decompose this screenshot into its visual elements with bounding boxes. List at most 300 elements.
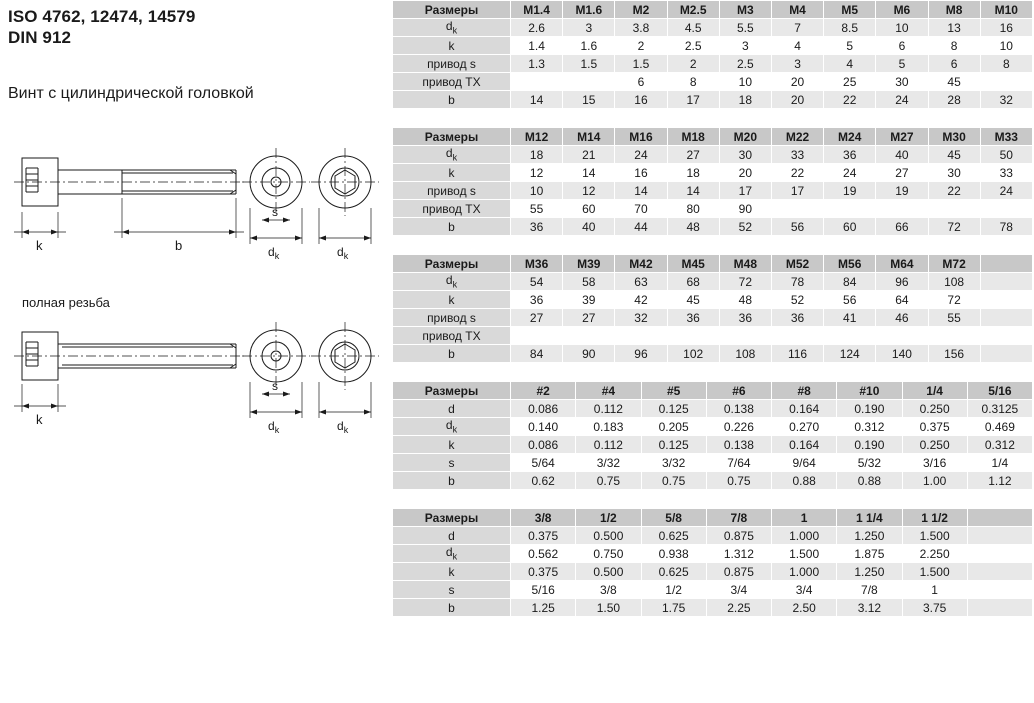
table-cell xyxy=(719,327,771,345)
table-cell: 3.8 xyxy=(615,19,667,37)
table-row xyxy=(393,599,1033,617)
table-header-size: M30 xyxy=(928,128,980,146)
table-cell: 60 xyxy=(824,218,876,236)
table-cell: 3.12 xyxy=(837,599,902,617)
table-cell: 84 xyxy=(824,273,876,291)
table-cell: 0.500 xyxy=(576,527,641,545)
table-cell: 4 xyxy=(824,55,876,73)
table-cell: 0.875 xyxy=(706,527,771,545)
table-cell: 3 xyxy=(563,19,615,37)
table-cell: 6 xyxy=(928,55,980,73)
row-label: k xyxy=(393,164,511,182)
table-cell: 44 xyxy=(615,218,667,236)
table-cell: 5/32 xyxy=(837,454,902,472)
row-label: b xyxy=(393,91,511,109)
table-header-size: 3/8 xyxy=(511,509,576,527)
row-label: k xyxy=(393,291,511,309)
table-cell: 0.469 xyxy=(967,418,1032,436)
table-cell: 12 xyxy=(511,164,563,182)
table-row xyxy=(393,182,1033,200)
table-cell: 4.5 xyxy=(667,19,719,37)
table-header-size: M36 xyxy=(511,255,563,273)
table-cell: 1.3 xyxy=(511,55,563,73)
row-label: k xyxy=(393,37,511,55)
table-cell: 0.112 xyxy=(576,400,641,418)
table-cell xyxy=(667,327,719,345)
table-cell: 7/8 xyxy=(837,581,902,599)
table-cell: 2.6 xyxy=(511,19,563,37)
table-header-size: M64 xyxy=(876,255,928,273)
table-header-size: #5 xyxy=(641,382,706,400)
table-cell xyxy=(511,73,563,91)
table-row xyxy=(393,291,1033,309)
table-cell: 20 xyxy=(771,73,823,91)
table-row xyxy=(393,400,1033,418)
table-cell: 22 xyxy=(928,182,980,200)
table-cell: 8.5 xyxy=(824,19,876,37)
table-cell: 0.75 xyxy=(576,472,641,490)
table-header-size: M56 xyxy=(824,255,876,273)
table-cell: 0.562 xyxy=(511,545,576,563)
table-header-size: M24 xyxy=(824,128,876,146)
table-header-size: M18 xyxy=(667,128,719,146)
table-cell: 3/32 xyxy=(641,454,706,472)
table-cell xyxy=(876,200,928,218)
table-cell: 14 xyxy=(511,91,563,109)
table-cell: 102 xyxy=(667,345,719,363)
table-cell: 0.625 xyxy=(641,563,706,581)
table-cell: 0.086 xyxy=(511,400,576,418)
table-cell: 52 xyxy=(719,218,771,236)
table-cell: 46 xyxy=(876,309,928,327)
table-cell: 14 xyxy=(563,164,615,182)
row-label: привод s xyxy=(393,55,511,73)
table-header-size: M14 xyxy=(563,128,615,146)
table-cell: 0.112 xyxy=(576,436,641,454)
table-cell: 1.500 xyxy=(902,563,967,581)
table-header-size: 5/16 xyxy=(967,382,1032,400)
table-cell: 32 xyxy=(615,309,667,327)
row-label: $d_k$ xyxy=(393,19,511,37)
table-header-size: #4 xyxy=(576,382,641,400)
dimension-table xyxy=(392,508,1033,617)
table-cell xyxy=(967,563,1032,581)
table-cell: 8 xyxy=(928,37,980,55)
table-cell: 45 xyxy=(928,73,980,91)
table-cell: 24 xyxy=(615,146,667,164)
table-cell: 13 xyxy=(928,19,980,37)
table-header-size: M10 xyxy=(980,1,1032,19)
table-cell: 3.75 xyxy=(902,599,967,617)
label-dk-3: $d_k$ xyxy=(268,419,280,435)
table-cell: 16 xyxy=(615,164,667,182)
table-header-size: #2 xyxy=(511,382,576,400)
table-cell: 10 xyxy=(511,182,563,200)
table-header-size: M1.6 xyxy=(563,1,615,19)
table-cell: 3/4 xyxy=(706,581,771,599)
table-cell: 0.138 xyxy=(706,436,771,454)
table-cell: 3/8 xyxy=(576,581,641,599)
table-cell: 84 xyxy=(511,345,563,363)
table-cell: 96 xyxy=(615,345,667,363)
table-cell: 0.75 xyxy=(641,472,706,490)
table-cell: 0.190 xyxy=(837,436,902,454)
table-cell: 14 xyxy=(615,182,667,200)
table-cell: 36 xyxy=(771,309,823,327)
dimension-tables xyxy=(392,0,1034,635)
table-cell: 0.164 xyxy=(772,436,837,454)
table-cell: 5/64 xyxy=(511,454,576,472)
table-header-label: Размеры xyxy=(393,1,511,19)
table-cell: 27 xyxy=(511,309,563,327)
table-header-size: 1/2 xyxy=(576,509,641,527)
table-cell: 3 xyxy=(771,55,823,73)
table-row xyxy=(393,19,1033,37)
table-header-size: M27 xyxy=(876,128,928,146)
table-header-size xyxy=(967,509,1032,527)
table-cell: 27 xyxy=(876,164,928,182)
row-label: привод TX xyxy=(393,327,511,345)
table-cell: 1.25 xyxy=(511,599,576,617)
table-cell: 39 xyxy=(563,291,615,309)
label-s-2: s xyxy=(272,379,278,393)
table-cell: 0.88 xyxy=(837,472,902,490)
table-header-size: M12 xyxy=(511,128,563,146)
table-cell: 40 xyxy=(563,218,615,236)
row-label: $d_k$ xyxy=(393,273,511,291)
table-cell: 1 xyxy=(902,581,967,599)
table-cell: 22 xyxy=(771,164,823,182)
table-cell: 64 xyxy=(876,291,928,309)
row-label: b xyxy=(393,218,511,236)
table-cell: 2.25 xyxy=(706,599,771,617)
table-cell: 56 xyxy=(771,218,823,236)
table-cell: 3/32 xyxy=(576,454,641,472)
table-header-size: M33 xyxy=(980,128,1032,146)
note-full-thread: полная резьба xyxy=(22,295,110,310)
table-row xyxy=(393,273,1033,291)
table-cell: 1/4 xyxy=(967,454,1032,472)
table-row xyxy=(393,91,1033,109)
table-cell: 1.5 xyxy=(615,55,667,73)
table-cell: 0.086 xyxy=(511,436,576,454)
table-cell: 90 xyxy=(719,200,771,218)
table-cell: 140 xyxy=(876,345,928,363)
table-cell: 5 xyxy=(824,37,876,55)
table-cell: 56 xyxy=(824,291,876,309)
table-cell: 0.625 xyxy=(641,527,706,545)
table-cell: 33 xyxy=(771,146,823,164)
label-dk-2: $d_k$ xyxy=(337,245,349,261)
table-cell xyxy=(967,599,1032,617)
table-cell: 90 xyxy=(563,345,615,363)
table-cell: 70 xyxy=(615,200,667,218)
table-row xyxy=(393,218,1033,236)
table-cell: 58 xyxy=(563,273,615,291)
table-cell: 80 xyxy=(667,200,719,218)
table-cell: 0.3125 xyxy=(967,400,1032,418)
table-cell: 108 xyxy=(719,345,771,363)
table-cell: 0.183 xyxy=(576,418,641,436)
table-row xyxy=(393,146,1033,164)
table-header-size: M8 xyxy=(928,1,980,19)
table-cell: 18 xyxy=(511,146,563,164)
table-cell: 0.164 xyxy=(772,400,837,418)
table-header-size: M20 xyxy=(719,128,771,146)
table-row xyxy=(393,436,1033,454)
table-row xyxy=(393,309,1033,327)
table-cell: 116 xyxy=(771,345,823,363)
table-cell: 55 xyxy=(511,200,563,218)
table-header-size: M6 xyxy=(876,1,928,19)
table-cell: 10 xyxy=(719,73,771,91)
table-cell xyxy=(563,327,615,345)
table-cell: 2 xyxy=(667,55,719,73)
table-cell: 1.875 xyxy=(837,545,902,563)
label-dk-1: $d_k$ xyxy=(268,245,280,261)
table-cell: 1/2 xyxy=(641,581,706,599)
table-cell: 2.50 xyxy=(772,599,837,617)
table-row xyxy=(393,73,1033,91)
table-cell: 0.75 xyxy=(706,472,771,490)
table-header-size: M22 xyxy=(771,128,823,146)
table-cell: 1.5 xyxy=(563,55,615,73)
table-cell: 4 xyxy=(771,37,823,55)
table-cell: 6 xyxy=(876,37,928,55)
table-header-size: M4 xyxy=(771,1,823,19)
table-cell: 24 xyxy=(824,164,876,182)
table-cell: 22 xyxy=(824,91,876,109)
table-cell: 6 xyxy=(615,73,667,91)
table-cell: 28 xyxy=(928,91,980,109)
table-cell: 1.312 xyxy=(706,545,771,563)
table-cell xyxy=(980,291,1032,309)
table-cell: 63 xyxy=(615,273,667,291)
table-row xyxy=(393,345,1033,363)
table-header-size: M45 xyxy=(667,255,719,273)
table-cell: 0.375 xyxy=(902,418,967,436)
label-dk-4: $d_k$ xyxy=(337,419,349,435)
table-header-size: M2.5 xyxy=(667,1,719,19)
row-label: $d_k$ xyxy=(393,146,511,164)
dimension-table xyxy=(392,381,1033,490)
table-cell: 15 xyxy=(563,91,615,109)
table-cell: 3/16 xyxy=(902,454,967,472)
table-cell: 36 xyxy=(511,291,563,309)
row-label: привод TX xyxy=(393,200,511,218)
table-cell: 19 xyxy=(876,182,928,200)
row-label: d xyxy=(393,527,511,545)
title-line-1: ISO 4762, 12474, 14579 xyxy=(8,7,196,26)
table-cell: 30 xyxy=(719,146,771,164)
table-cell: 18 xyxy=(719,91,771,109)
table-cell xyxy=(980,327,1032,345)
table-header-size: M5 xyxy=(824,1,876,19)
table-header-size: M2 xyxy=(615,1,667,19)
table-cell: 0.88 xyxy=(772,472,837,490)
table-cell: 3/4 xyxy=(772,581,837,599)
table-row xyxy=(393,55,1033,73)
label-b-1: b xyxy=(175,238,183,253)
table-cell: 1.12 xyxy=(967,472,1032,490)
table-cell xyxy=(928,327,980,345)
table-header-size: M52 xyxy=(771,255,823,273)
table-header-size: 1 1/2 xyxy=(902,509,967,527)
table-cell: 0.875 xyxy=(706,563,771,581)
table-cell: 0.500 xyxy=(576,563,641,581)
table-cell: 24 xyxy=(876,91,928,109)
row-label: b xyxy=(393,472,511,490)
table-cell: 1.00 xyxy=(902,472,967,490)
table-cell: 0.270 xyxy=(772,418,837,436)
table-cell: 32 xyxy=(980,91,1032,109)
table-cell: 33 xyxy=(980,164,1032,182)
page-title xyxy=(8,6,378,48)
table-cell: 48 xyxy=(719,291,771,309)
table-header-size: M1.4 xyxy=(511,1,563,19)
table-cell: 0.938 xyxy=(641,545,706,563)
table-cell: 17 xyxy=(719,182,771,200)
table-row xyxy=(393,472,1033,490)
label-k-2: k xyxy=(36,412,43,427)
table-cell: 45 xyxy=(667,291,719,309)
table-cell xyxy=(928,200,980,218)
table-cell: 36 xyxy=(667,309,719,327)
table-cell: 2.5 xyxy=(667,37,719,55)
table-cell: 19 xyxy=(824,182,876,200)
row-label: k xyxy=(393,436,511,454)
table-cell: 2.250 xyxy=(902,545,967,563)
table-cell xyxy=(771,327,823,345)
row-label: привод s xyxy=(393,182,511,200)
screw-drawing-partial-thread xyxy=(4,140,382,285)
table-cell: 1.500 xyxy=(902,527,967,545)
table-cell: 48 xyxy=(667,218,719,236)
row-label: $d_k$ xyxy=(393,418,511,436)
table-cell: 2 xyxy=(615,37,667,55)
table-cell xyxy=(980,73,1032,91)
table-cell: 12 xyxy=(563,182,615,200)
row-label: s xyxy=(393,454,511,472)
table-row xyxy=(393,327,1033,345)
table-cell: 30 xyxy=(876,73,928,91)
table-row xyxy=(393,164,1033,182)
table-header-size: 1 1/4 xyxy=(837,509,902,527)
table-header-label: Размеры xyxy=(393,509,511,527)
table-cell: 17 xyxy=(667,91,719,109)
table-cell xyxy=(771,200,823,218)
table-row xyxy=(393,200,1033,218)
table-header-size: M16 xyxy=(615,128,667,146)
table-row xyxy=(393,581,1033,599)
table-cell: 0.312 xyxy=(967,436,1032,454)
table-cell: 1.6 xyxy=(563,37,615,55)
row-label: b xyxy=(393,345,511,363)
table-cell: 1.500 xyxy=(772,545,837,563)
screw-drawing-full-thread xyxy=(4,320,382,455)
table-cell: 25 xyxy=(824,73,876,91)
table-cell: 18 xyxy=(667,164,719,182)
table-cell: 1.000 xyxy=(772,527,837,545)
table-cell: 20 xyxy=(771,91,823,109)
table-cell: 1.250 xyxy=(837,527,902,545)
table-cell xyxy=(980,345,1032,363)
table-header-size: 5/8 xyxy=(641,509,706,527)
table-cell: 5.5 xyxy=(719,19,771,37)
table-cell: 40 xyxy=(876,146,928,164)
table-cell: 7/64 xyxy=(706,454,771,472)
table-cell: 108 xyxy=(928,273,980,291)
table-row xyxy=(393,454,1033,472)
table-cell: 3 xyxy=(719,37,771,55)
label-k-1: k xyxy=(36,238,43,253)
table-cell: 1.000 xyxy=(772,563,837,581)
table-cell: 36 xyxy=(824,146,876,164)
table-cell xyxy=(876,327,928,345)
table-cell xyxy=(824,200,876,218)
table-row xyxy=(393,527,1033,545)
row-label: $d_k$ xyxy=(393,545,511,563)
table-cell: 7 xyxy=(771,19,823,37)
table-cell xyxy=(824,327,876,345)
table-cell: 72 xyxy=(719,273,771,291)
table-row xyxy=(393,418,1033,436)
table-cell: 68 xyxy=(667,273,719,291)
table-cell: 0.62 xyxy=(511,472,576,490)
table-cell: 27 xyxy=(667,146,719,164)
table-cell xyxy=(980,273,1032,291)
table-cell: 10 xyxy=(980,37,1032,55)
table-header-size: M48 xyxy=(719,255,771,273)
table-cell: 5/16 xyxy=(511,581,576,599)
row-label: s xyxy=(393,581,511,599)
table-header-size: 1/4 xyxy=(902,382,967,400)
row-label: k xyxy=(393,563,511,581)
table-row xyxy=(393,563,1033,581)
table-cell: 45 xyxy=(928,146,980,164)
table-cell: 20 xyxy=(719,164,771,182)
table-cell: 78 xyxy=(771,273,823,291)
table-cell: 8 xyxy=(980,55,1032,73)
table-cell: 1.4 xyxy=(511,37,563,55)
table-cell: 14 xyxy=(667,182,719,200)
table-cell: 0.250 xyxy=(902,436,967,454)
table-cell: 30 xyxy=(928,164,980,182)
table-cell: 0.190 xyxy=(837,400,902,418)
left-column xyxy=(0,0,385,703)
table-cell: 36 xyxy=(719,309,771,327)
table-cell: 0.138 xyxy=(706,400,771,418)
table-header-size: 1 xyxy=(772,509,837,527)
title-line-2: DIN 912 xyxy=(8,28,72,47)
dimension-table xyxy=(392,0,1033,109)
table-cell xyxy=(511,327,563,345)
table-cell: 0.125 xyxy=(641,436,706,454)
table-header-label: Размеры xyxy=(393,255,511,273)
row-label: привод s xyxy=(393,309,511,327)
table-cell: 0.140 xyxy=(511,418,576,436)
table-cell: 21 xyxy=(563,146,615,164)
table-cell xyxy=(980,200,1032,218)
table-cell: 54 xyxy=(511,273,563,291)
table-cell: 41 xyxy=(824,309,876,327)
table-cell: 8 xyxy=(667,73,719,91)
table-header-size: M3 xyxy=(719,1,771,19)
table-cell: 10 xyxy=(876,19,928,37)
table-cell: 50 xyxy=(980,146,1032,164)
table-cell: 17 xyxy=(771,182,823,200)
dimension-table xyxy=(392,127,1033,236)
